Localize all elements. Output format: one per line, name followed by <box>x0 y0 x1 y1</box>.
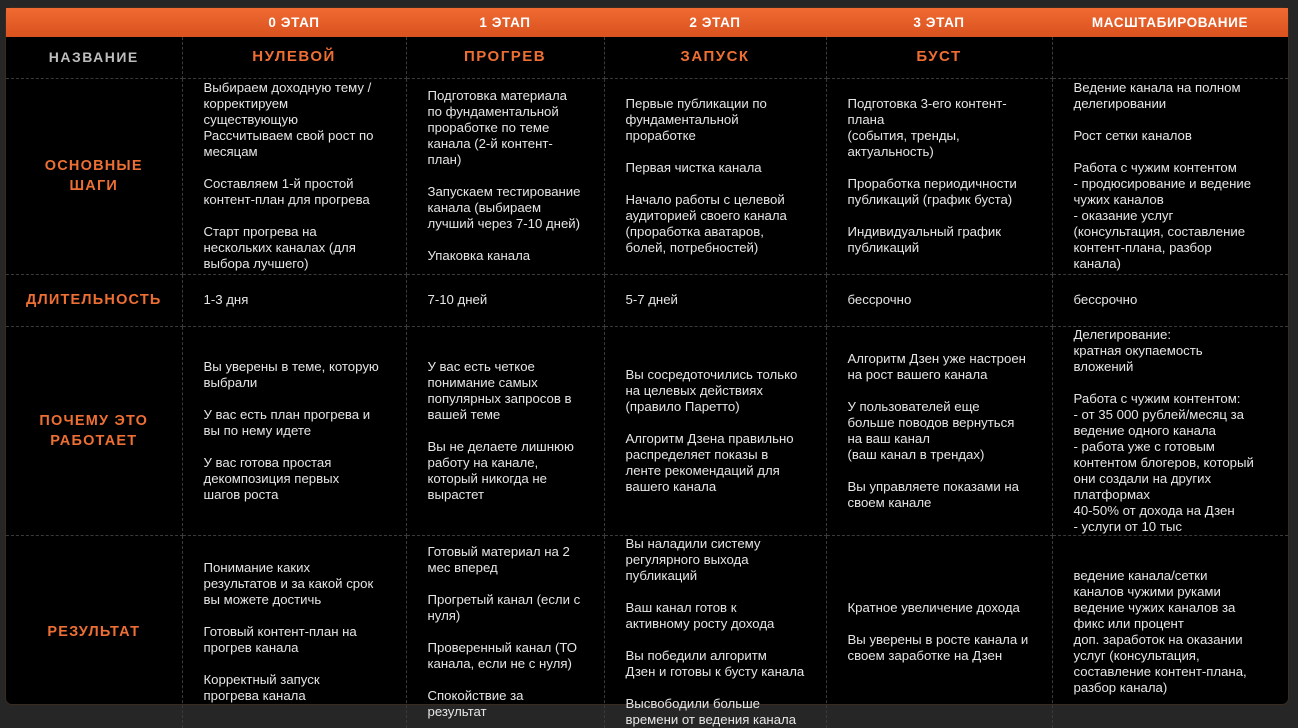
cell-text-line: они создали на других <box>1073 470 1212 486</box>
cell-text-line: популярных запросов в <box>427 390 572 406</box>
cell-text-line: Рассчитываем свой рост по <box>203 128 374 143</box>
cell-text-line: Старт прогрева на <box>203 224 317 239</box>
cell-text-line: который никогда не <box>427 470 547 486</box>
cell-text-line: Первая чистка канала <box>625 160 762 175</box>
cell-text-line: доп. заработок на оказании <box>1073 631 1243 647</box>
cell-duration-col-2 <box>604 274 826 326</box>
paragraph-gap <box>848 383 1052 399</box>
cell-text-line: на целевых действиях <box>625 382 763 398</box>
stage-name-2: ЗАПУСК <box>604 37 826 78</box>
cell-text-line: вы можете достичь <box>203 591 322 607</box>
row-duration <box>6 274 1288 326</box>
paragraph-gap <box>428 672 604 688</box>
cell-text-line: 5-7 дней <box>625 292 678 307</box>
paragraph-gap <box>626 680 826 696</box>
cell-text-line: публикаций (график буста) <box>847 192 1013 207</box>
row-main-steps <box>6 78 1288 274</box>
cell-text-line: У пользователей еще <box>847 398 980 414</box>
cell-text-line: У вас есть план прогрева и <box>203 406 371 422</box>
paragraph-gap <box>1074 144 1289 160</box>
cell-text-line: (проработка аватаров, <box>625 224 764 239</box>
cell-text-line: Корректный запуск <box>203 671 320 687</box>
row-why-it-works <box>6 326 1288 535</box>
cell-text-line: (ваш канал в трендах) <box>847 446 985 462</box>
cell-main-steps-col-3 <box>826 78 1052 274</box>
cell-text-line: Понимание каких <box>203 559 311 575</box>
row-label-result <box>6 535 182 728</box>
cell-text-line: У вас готова простая <box>203 454 332 470</box>
cell-text-line: Работа с чужим контентом: <box>1073 390 1241 406</box>
cell-text-line: Составляем 1-й простой <box>203 176 354 191</box>
cell-text-line: Проработка периодичности <box>847 176 1017 191</box>
cell-text-line: 1-3 дня <box>203 292 249 307</box>
cell-text-line: ленте рекомендаций для <box>625 462 780 478</box>
cell-text-line: публикаций <box>625 567 698 583</box>
paragraph-gap <box>204 608 406 624</box>
cell-duration-col-4 <box>1052 274 1288 326</box>
cell-text-line: Спокойствие за <box>427 687 524 703</box>
cell-text-line: разбор канала) <box>1073 679 1168 695</box>
cell-text-line: услуг (консультация, <box>1073 647 1200 663</box>
cell-text-line: лучший через 7-10 дней) <box>427 216 581 231</box>
cell-main-steps-col-1 <box>406 78 604 274</box>
cell-text-line: прогрева канала <box>203 687 306 703</box>
row-label-main-steps <box>6 78 182 274</box>
cell-duration-col-0 <box>182 274 406 326</box>
cell-text-line: Подготовка материала <box>427 88 567 103</box>
paragraph-gap <box>1074 375 1289 391</box>
cell-text-line: канала (выбираем <box>427 200 542 215</box>
cell-text-line: ведение чужих каналов за <box>1073 599 1236 615</box>
cell-text-line: месяцам <box>203 144 258 159</box>
stage-name-1: ПРОГРЕВ <box>406 37 604 78</box>
roadmap-table-frame <box>6 8 1288 727</box>
cell-text-line: платформах <box>1073 486 1150 502</box>
cell-text-line: результат <box>427 703 487 719</box>
cell-text-line: Вы не делаете лишнюю <box>427 438 574 454</box>
cell-text-line: активному росту дохода <box>625 615 775 631</box>
paragraph-gap <box>428 576 604 592</box>
cell-text-line: Работа с чужим контентом <box>1073 160 1237 175</box>
cell-text-line: публикаций <box>847 240 920 255</box>
stage-header-empty <box>6 8 182 37</box>
cell-text-line: Вы наладили систему <box>625 535 761 551</box>
cell-main-steps-col-4 <box>1052 78 1288 274</box>
cell-text-line: вырастет <box>427 486 485 502</box>
cell-text-line: Выбираем доходную тему / <box>203 80 372 95</box>
cell-text-line: Вы сосредоточились только <box>625 366 798 382</box>
cell-text-line: - продюсирование и ведение <box>1073 176 1252 191</box>
cell-text-line: Ваш канал готов к <box>625 599 737 615</box>
cell-text-line: работу на канале, <box>427 454 539 470</box>
cell-text-line: проработке по теме <box>427 120 550 135</box>
cell-text-line: контентом блогеров, который <box>1073 454 1254 470</box>
cell-text-line: проработке <box>625 128 696 143</box>
cell-text-line: плана <box>847 112 885 127</box>
cell-text-line: Упаковка канала <box>427 248 531 263</box>
cell-text-line: - оказание услуг <box>1073 208 1174 223</box>
row-label-why-it-works <box>6 326 182 535</box>
cell-text-line: фундаментальной <box>625 112 739 127</box>
cell-text-line: Алгоритм Дзена правильно <box>625 430 794 446</box>
cell-text-line: У вас есть четкое <box>427 358 535 374</box>
paragraph-gap <box>848 208 1052 224</box>
row-label-line: ОСНОВНЫЕ <box>44 158 143 174</box>
cell-text-line: Ведение канала на полном <box>1073 80 1241 95</box>
cell-result-col-1 <box>406 535 604 728</box>
cell-text-line: Вы уверены в теме, которую <box>203 358 379 374</box>
paragraph-gap <box>626 176 826 192</box>
cell-text-line: Алгоритм Дзен уже настроен <box>847 350 1026 366</box>
cell-text-line: на рост вашего канала <box>847 366 988 382</box>
paragraph-gap <box>428 232 604 248</box>
row-label-line: РЕЗУЛЬТАТ <box>47 623 141 640</box>
cell-text-line: распределяет показы в <box>625 446 769 462</box>
cell-text-line: - работа уже с готовым <box>1073 438 1215 454</box>
cell-text-line: Начало работы с целевой <box>625 192 785 207</box>
cell-text-line: Готовый контент-план на <box>203 623 357 639</box>
cell-result-col-3 <box>826 535 1052 728</box>
cell-text-line: прогрев канала <box>203 639 299 655</box>
cell-text-line: Вы победили алгоритм <box>625 647 767 663</box>
cell-text-line: вашей теме <box>427 406 501 422</box>
cell-duration-col-1 <box>406 274 604 326</box>
cell-text-line: контент-план для прогрева <box>203 192 370 207</box>
paragraph-gap <box>428 423 604 439</box>
cell-text-line: бессрочно <box>847 292 912 307</box>
cell-why-it-works-col-3 <box>826 326 1052 535</box>
row-label-duration <box>6 274 182 326</box>
cell-text-line: вы по нему идете <box>203 422 312 438</box>
cell-text-line: Индивидуальный график <box>847 224 1001 239</box>
paragraph-gap <box>848 463 1052 479</box>
cell-text-line: болей, потребностей) <box>625 240 759 255</box>
cell-text-line: Прогретый канал (если с <box>427 591 581 607</box>
row-label-line: ШАГИ <box>69 178 118 194</box>
cell-text-line: выбрали <box>203 374 258 390</box>
stage-name-3: БУСТ <box>826 37 1052 78</box>
stage-name-scaling <box>1052 37 1288 78</box>
cell-text-line: на ваш канал <box>847 430 930 446</box>
cell-text-line: больше поводов вернуться <box>847 414 1015 430</box>
cell-text-line: Вы уверены в росте канала и <box>847 631 1029 647</box>
cell-text-line: (консультация, составление <box>1073 224 1246 239</box>
cell-text-line: - от 35 000 рублей/месяц за <box>1073 406 1244 422</box>
cell-text-line: составление контент-плана, <box>1073 663 1247 679</box>
paragraph-gap <box>626 632 826 648</box>
paragraph-gap <box>428 624 604 640</box>
cell-text-line: Кратное увеличение дохода <box>847 599 1020 615</box>
cell-text-line: 40-50% от дохода на Дзен <box>1073 502 1235 518</box>
cell-text-line: фикс или процент <box>1073 615 1184 631</box>
paragraph-gap <box>428 168 604 184</box>
cell-result-col-4 <box>1052 535 1288 728</box>
cell-text-line: Запускаем тестирование <box>427 184 581 199</box>
cell-text-line: нуля) <box>427 607 461 623</box>
cell-text-line: своем канале <box>847 494 932 510</box>
cell-main-steps-col-2 <box>604 78 826 274</box>
name-row <box>6 37 1288 78</box>
cell-main-steps-col-0 <box>182 78 406 274</box>
cell-text-line: понимание самых <box>427 374 538 390</box>
paragraph-gap <box>626 584 826 600</box>
cell-text-line: Делегирование: <box>1073 326 1172 342</box>
stage-header-0: 0 ЭТАП <box>268 15 320 30</box>
cell-text-line: бессрочно <box>1073 292 1138 307</box>
paragraph-gap <box>626 144 826 160</box>
cell-why-it-works-col-1 <box>406 326 604 535</box>
cell-text-line: контент-плана, разбор <box>1073 240 1212 255</box>
cell-text-line: Подготовка 3-его контент- <box>847 96 1007 111</box>
stage-header-2: 2 ЭТАП <box>689 15 741 30</box>
cell-text-line: нескольких каналах (для <box>203 240 356 255</box>
cell-text-line: шагов роста <box>203 486 279 502</box>
cell-text-line: канала (2-й контент- <box>427 136 553 151</box>
cell-why-it-works-col-0 <box>182 326 406 535</box>
paragraph-gap <box>204 391 406 407</box>
cell-text-line: корректируем <box>203 96 289 111</box>
cell-text-line: Рост сетки каналов <box>1073 128 1192 143</box>
stage-name-0: НУЛЕВОЙ <box>182 37 406 78</box>
cell-text-line: результатов и за какой срок <box>203 575 374 591</box>
cell-text-line: по фундаментальной <box>427 104 559 119</box>
cell-text-line: регулярного выхода <box>625 551 749 567</box>
paragraph-gap <box>204 208 406 224</box>
row-label-line: ДЛИТЕЛЬНОСТЬ <box>25 292 162 308</box>
cell-text-line: декомпозиция первых <box>203 470 340 486</box>
row-label-name: НАЗВАНИЕ <box>6 37 182 78</box>
cell-text-line: - услуги от 10 тыс <box>1073 518 1182 534</box>
row-label-line: РАБОТАЕТ <box>50 432 138 449</box>
cell-text-line: своем заработке на Дзен <box>847 647 1003 663</box>
cell-text-line: план) <box>427 152 462 167</box>
cell-text-line: 7-10 дней <box>427 292 488 307</box>
paragraph-gap <box>848 616 1052 632</box>
cell-text-line: актуальность) <box>847 144 934 159</box>
cell-text-line: канала) <box>1073 256 1121 271</box>
cell-text-line: чужих каналов <box>1073 192 1164 207</box>
cell-why-it-works-col-2 <box>604 326 826 535</box>
paragraph-gap <box>204 160 406 176</box>
cell-text-line: Вы управляете показами на <box>847 478 1019 494</box>
cell-text-line: аудиторией своего канала <box>625 208 787 223</box>
cell-text-line: Дзен и готовы к бусту канала <box>625 663 805 679</box>
row-label-line: ПОЧЕМУ ЭТО <box>39 412 149 429</box>
cell-text-line: вложений <box>1073 358 1134 374</box>
cell-text-line: каналов чужими руками <box>1073 583 1221 599</box>
cell-result-col-2 <box>604 535 826 728</box>
cell-text-line: кратная окупаемость <box>1073 342 1203 358</box>
cell-text-line: ведение одного канала <box>1073 422 1216 438</box>
cell-why-it-works-col-4 <box>1052 326 1288 535</box>
cell-text-line: Проверенный канал (ТО <box>427 639 578 655</box>
cell-text-line: делегировании <box>1073 96 1167 111</box>
cell-text-line: Готовый материал на 2 <box>427 543 570 559</box>
cell-text-line: выбора лучшего) <box>203 256 309 271</box>
stage-header-3: 3 ЭТАП <box>913 15 965 30</box>
cell-duration-col-3 <box>826 274 1052 326</box>
stage-header-bar <box>6 8 1288 37</box>
cell-text-line: Высвободили больше <box>625 695 761 711</box>
cell-result-col-0 <box>182 535 406 728</box>
cell-text-line: мес вперед <box>427 559 498 575</box>
row-result <box>6 535 1288 728</box>
cell-text-line: вашего канала <box>625 478 717 494</box>
cell-text-line: канала, если не с нуля) <box>427 655 572 671</box>
roadmap-table <box>6 37 1288 728</box>
cell-text-line: (события, тренды, <box>847 128 960 143</box>
paragraph-gap <box>204 439 406 455</box>
cell-text-line: (правило Паретто) <box>625 398 740 414</box>
paragraph-gap <box>626 415 826 431</box>
paragraph-gap <box>204 656 406 672</box>
cell-text-line: времени от ведения канала <box>625 711 797 727</box>
paragraph-gap <box>848 160 1052 176</box>
paragraph-gap <box>1074 112 1289 128</box>
cell-text-line: ведение канала/сетки <box>1073 567 1208 583</box>
cell-text-line: Первые публикации по <box>625 96 767 111</box>
stage-header-1: 1 ЭТАП <box>479 15 531 30</box>
cell-text-line: существующую <box>203 112 299 127</box>
stage-header-scaling: МАСШТАБИРОВАНИЕ <box>1091 15 1249 30</box>
